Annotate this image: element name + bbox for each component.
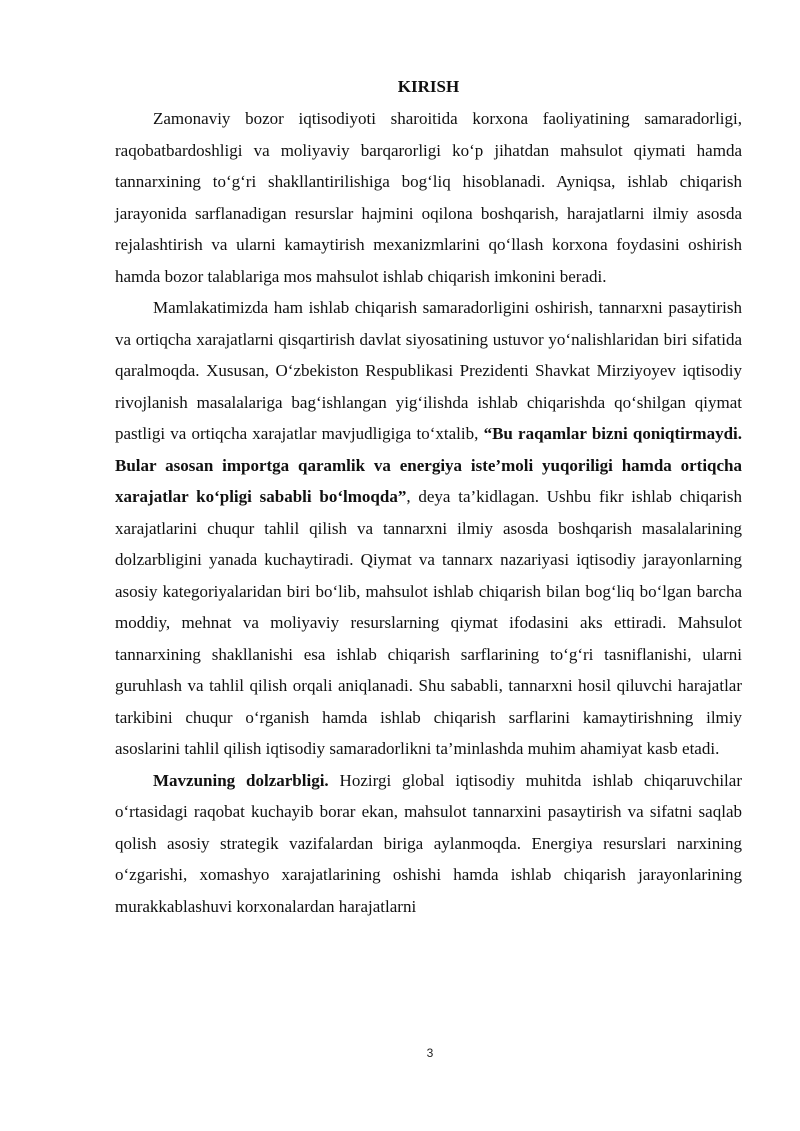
relevance-heading: Mavzuning dolzarbligi. — [153, 770, 329, 790]
president-quote: “Bu raqamlar bizni qoniqtirmaydi. Bular asosan importga qaramlik va energiya iste’moli yuqoriligi hamda ortiqcha xarajatlar ko‘pligi sababli bo‘lmoqda” — [115, 424, 742, 506]
paragraph-policy — [115, 292, 742, 765]
paragraph-policy-text-before: Mamlakatimizda ham ishlab chiqarish samaradorligini oshirish, tannarxni pasaytirish va ortiqcha xarajatlarni qisqartirish davlat siyosatining ustuvor yo‘nalishlaridan biri sifatida qaralmoqda. Xususan, O‘zbekiston Respublikasi Prezidenti Shavkat Mirziyoyev iqtisodiy rivojlanish masalalariga bag‘ishlangan yig‘ilishda ishlab chiqarishda qo‘shilgan qiymat pastligi va ortiqcha xarajatlar mavjudligiga to‘xtalib, — [115, 298, 742, 443]
page-number: 3 — [426, 1046, 434, 1060]
paragraph-policy-text-after: , deya ta’kidlagan. Ushbu fikr ishlab chiqarish xarajatlarini chuqur tahlil qilish va tannarxni ilmiy asosda boshqarish masalalarining dolzarbligini yanada kuchaytiradi. Qiymat va tannarx nazariyasi iqtisodiy jarayonlarning asosiy kategoriyalaridan biri bo‘lib, mahsulot ishlab chiqarish bilan bog‘liq bo‘lgan barcha moddiy, mehnat va moliyaviy resurslarning qiymat ifodasini aks ettiradi. Mahsulot tannarxining shakllanishi esa ishlab chiqarish sarflarining to‘g‘ri tasniflanishi, ularni guruhlash va tahlil qilish orqali aniqlanadi. Shu sababli, tannarxni hosil qiluvchi harajatlar tarkibini chuqur o‘rganish hamda ishlab chiqarish sarflarini kamaytirishning ilmiy asoslarini tahlil qilish iqtisodiy samaradorlikni ta’minlashda muhim ahamiyat kasb etadi. — [115, 487, 742, 758]
document-page — [115, 72, 742, 922]
paragraph-relevance — [115, 765, 742, 923]
relevance-text: Hozirgi global iqtisodiy muhitda ishlab chiqaruvchilar o‘rtasidagi raqobat kuchayib borar ekan, mahsulot tannarxini pasaytirish va sifatni saqlab qolish asosiy strategik vazifalardan biriga aylanmoqda. Energiya resurslari narxining o‘zgarishi, xomashyo xarajatlarining oshishi hamda ishlab chiqarish jarayonlarining murakkablashuvi korxonalardan harajatlarni — [115, 770, 742, 916]
section-title: KIRISH — [397, 77, 460, 96]
paragraph-intro: Zamonaviy bozor iqtisodiyoti sharoitida korxona faoliyatining samaradorligi, raqobatbardoshligi va moliyaviy barqarorligi ko‘p jihatdan mahsulot qiymati hamda tannarxining to‘g‘ri shakllantirilishiga bog‘liq hisoblanadi. Ayniqsa, ishlab chiqarish jarayonida sarflanadigan resurslar hajmini oqilona boshqarish, harajatlarni ilmiy asosda rejalashtirish va ularni kamaytirish mexanizmlarini qo‘llash korxona foydasini oshirish hamda bozor talablariga mos mahsulot ishlab chiqarish imkonini beradi. — [115, 109, 742, 286]
